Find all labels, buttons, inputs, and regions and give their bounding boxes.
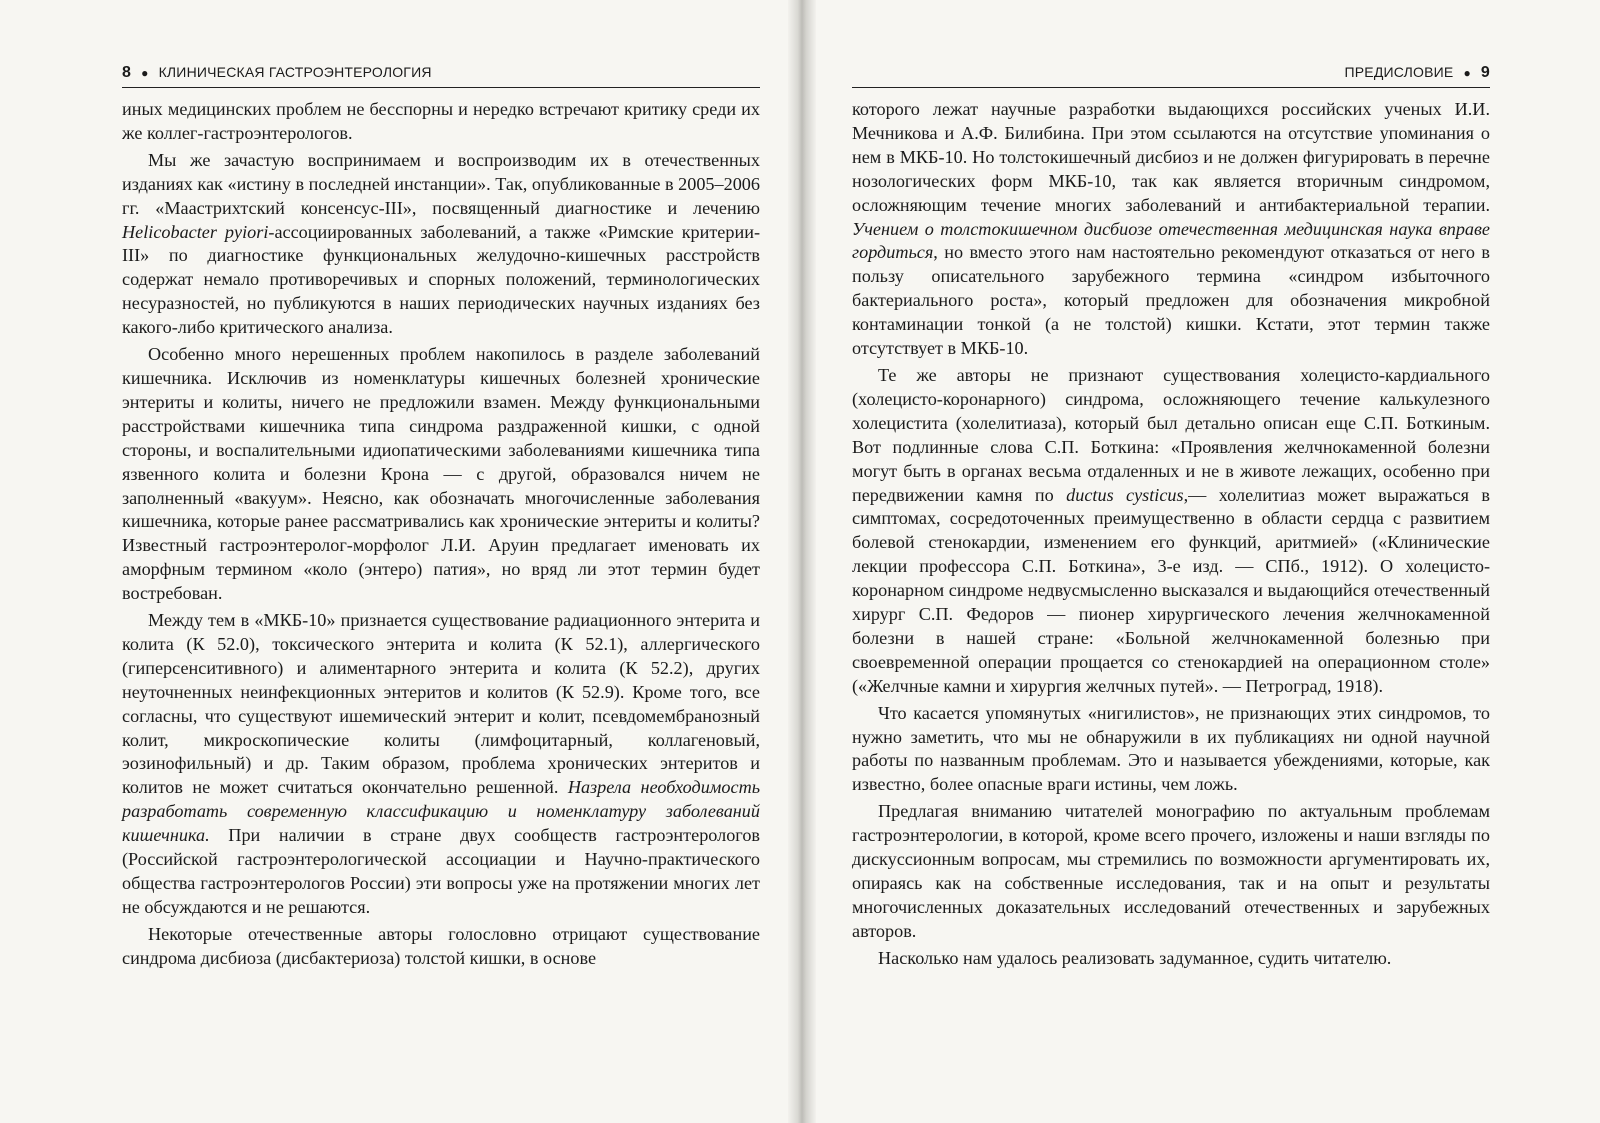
left-body-text <box>122 98 760 971</box>
text-run: Предлагая вниманию читателей монографию по актуальным проблемам гастроэнтерологии, в которой, кроме всего прочего, изложены и наши взгляды по дискуссионным вопросам, мы стремились по возможности аргументировать их, опираясь как на собственные исследования, так и на опыт и результаты многочисленных доказательных исследований отечественных и зарубежных авторов. <box>852 801 1490 941</box>
paragraph <box>122 343 760 606</box>
left-page-number: 8 <box>122 64 132 81</box>
right-body-text <box>852 98 1490 971</box>
right-running-title: ПРЕДИСЛОВИЕ <box>1344 64 1454 80</box>
text-run: , но вместо этого нам настоятельно рекомендуют отказаться от него в пользу описательного зарубежного термина «синдром избыточного бактериального роста», который предложен для обозначения микробной контаминации тонкой (а не толстой) кишки. Кстати, этот термин также отсутствует в МКБ-10. <box>852 242 1490 359</box>
italic-run: ductus cysticus <box>1066 484 1184 505</box>
text-run: ,— холелитиаз может выражаться в симптомах, сосредоточенных преимущественно в области сердца с развитием болевой стенокардии, изменением его функций, аритмией» («Клинические лекции профессора С.П. Боткина», 3-е изд. — СПб., 1912). О холецисто-коронарном синдроме недвусмысленно высказался и выдающийся отечественный хирург С.П. Федоров — пионер хирургического лечения желчнокаменной болезни в нашей стране: «Больной желчнокаменной болезнью при своевременной операции прощается со стенокардией на операционном столе» («Желчные камни и хирургия желчных путей». — Петроград, 1918). <box>852 484 1490 696</box>
left-running-head <box>122 64 760 88</box>
text-run: -ассоциированных заболеваний, а также «Римские критерии-III» по диагностике функциональных желудочно-кишечных расстройств содержат немало противоречивых и спорных положений, терминологических несуразностей, но публикуются в наших периодических научных изданиях без какого-либо критического анализа. <box>122 221 761 338</box>
italic-run: Helicobacter pyiori <box>122 221 269 242</box>
book-gutter <box>788 0 816 1123</box>
right-page <box>852 64 1490 971</box>
paragraph <box>852 702 1490 798</box>
bullet-icon: ● <box>141 66 149 80</box>
right-running-head <box>852 64 1490 88</box>
right-page-number: 9 <box>1480 64 1490 81</box>
paragraph <box>852 98 1490 361</box>
paragraph <box>122 923 760 971</box>
text-run: которого лежат научные разработки выдающихся российских ученых И.И. Мечникова и А.Ф. Билибина. При этом ссылаются на отсутствие упоминания о нем в МКБ-10. Но толстокишечный дисбиоз и не должен фигурировать в перечне нозологических форм МКБ-10, так как является вторичным синдромом, осложняющим течение многих заболеваний и антибактериальной терапии. <box>852 99 1490 215</box>
italic-run: Назрела необходимость разработать современную классификацию и номенклатуру заболеваний кишечника. <box>122 777 760 846</box>
text-run: Те же авторы не признают существования холецисто-кардиального (холецисто-коронарного) синдрома, осложняющего течение калькулезного холецистита (холелитиаза), который был детально описан еще С.П. Боткиным. Вот подлинные слова С.П. Боткина: «Проявления желчнокаменной болезни могут быть в органах весьма отдаленных и не в животе лежащих, особенно при передвижении камня по <box>852 364 1490 505</box>
paragraph <box>852 800 1490 943</box>
paragraph <box>852 364 1490 699</box>
paragraph <box>122 609 760 920</box>
text-run: Мы же зачастую воспринимаем и воспроизводим их в отечественных изданиях как «истину в последней инстанции». Так, опубликованные в 2005–2006 гг. «Маастрихтский консенсус-III», посвященный диагностике и лечению <box>122 149 760 218</box>
italic-run: Учением о толстокишечном дисбиозе отечественная медицинская наука вправе гордиться <box>852 218 1490 263</box>
text-run: Между тем в «МКБ-10» признается существование радиационного энтерита и колита (К 52.0), токсического энтерита и колита (К 52.1), аллергического (гиперсенситивного) и алиментарного энтерита и колита (К 52.2), других неуточненных неинфекционных энтеритов и колитов (К 52.9). Кроме того, все согласны, что существуют ишемический энтерит и колит, псевдомембранозный колит, микроскопические колиты (лимфоцитарный, коллагеновый, эозинофильный) и др. Таким образом, проблема хронических энтеритов и колитов не может считаться окончательно решенной. <box>122 610 760 798</box>
text-run: иных медицинских проблем не бесспорны и нередко встречают критику среди их же коллег-гастроэнтерологов. <box>122 99 760 143</box>
text-run: Насколько нам удалось реализовать задуманное, судить читателю. <box>878 947 1392 968</box>
left-running-title: КЛИНИЧЕСКАЯ ГАСТРОЭНТЕРОЛОГИЯ <box>158 64 432 80</box>
text-run: Что касается упомянутых «нигилистов», не признающих этих синдромов, то нужно заметить, что мы не обнаружили в их публикациях ни одной научной работы по названным проблемам. Это и называется убеждениями, которые, как известно, более опасные враги истины, чем ложь. <box>852 702 1490 795</box>
text-run: Некоторые отечественные авторы голословно отрицают существование синдрома дисбиоза (дисбактериоза) толстой кишки, в основе <box>122 923 760 968</box>
paragraph <box>122 149 760 340</box>
text-run: При наличии в стране двух сообществ гастроэнтерологов (Российской гастроэнтерологической ассоциации и Научно-практического общества гастроэнтерологов России) эти вопросы уже на протяжении многих лет не обсуждаются и не решаются. <box>122 825 760 917</box>
paragraph <box>122 98 760 146</box>
text-run: Особенно много нерешенных проблем накопилось в разделе заболеваний кишечника. Исключив из номенклатуры кишечных болезней хронические энтериты и колиты, ничего не предложили взамен. Между функциональными расстройствами кишечника типа синдрома раздраженной кишки, с одной стороны, и воспалительными идиопатическими заболеваниями кишечника типа язвенного колита и болезни Крона — с другой, образовался ничем не заполненный «вакуум». Неясно, как обозначать многочисленные заболевания кишечника, которые ранее рассматривались как хронические энтериты и колиты? Известный гастроэнтеролог-морфолог Л.И. Аруин предлагает именовать их аморфным термином «коло (энтеро) патия», но вряд ли этот термин будет востребован. <box>122 344 760 604</box>
paragraph <box>852 947 1490 971</box>
bullet-icon: ● <box>1463 66 1471 80</box>
left-page <box>122 64 760 971</box>
